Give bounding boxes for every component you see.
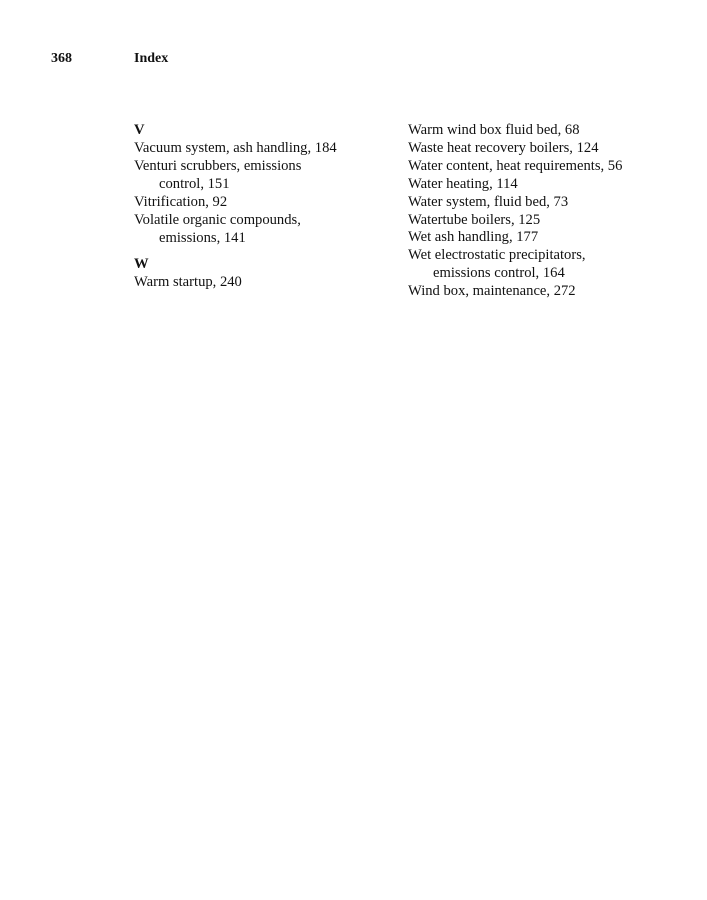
entry-text: Vitrification, 92 — [134, 193, 228, 210]
index-column-right — [408, 122, 688, 301]
entry-text: Warm startup, 240 — [134, 274, 242, 291]
running-title: Index — [134, 51, 169, 66]
index-entry — [408, 212, 688, 230]
entry-text: Waste heat recovery boilers, 124 — [408, 139, 599, 156]
entry-text: Wet ash handling, 177 — [408, 229, 539, 246]
entry-text: Water content, heat requirements, 56 — [408, 157, 623, 174]
entry-text: Warm wind box fluid bed, 68 — [408, 122, 580, 138]
entry-continuation: control, 151 — [159, 175, 230, 192]
index-entry — [408, 229, 688, 247]
index-entry — [408, 176, 688, 194]
index-column-left — [134, 122, 384, 292]
index-entry — [408, 158, 688, 176]
index-entry — [408, 122, 688, 140]
index-entry — [408, 194, 688, 212]
index-entry — [408, 140, 688, 158]
section-heading-w: W — [134, 256, 149, 273]
index-entry — [134, 274, 384, 292]
entry-text: Volatile organic compounds, — [134, 211, 301, 228]
index-entry — [134, 158, 384, 194]
index-entry — [408, 247, 688, 283]
entry-continuation: emissions control, 164 — [433, 265, 565, 282]
entry-text: Water system, fluid bed, 73 — [408, 193, 569, 210]
index-entry — [134, 140, 384, 158]
index-entry — [134, 194, 384, 212]
entry-text: Vacuum system, ash handling, 184 — [134, 140, 337, 156]
entry-text: Wind box, maintenance, 272 — [408, 283, 576, 300]
index-entry — [408, 283, 688, 301]
entry-text: Water heating, 114 — [408, 175, 518, 192]
entry-text: Wet electrostatic precipitators, — [408, 247, 586, 264]
entry-text: Watertube boilers, 125 — [408, 211, 541, 228]
entry-text: Venturi scrubbers, emissions — [134, 157, 302, 174]
page-number: 368 — [51, 51, 72, 66]
index-entry — [134, 212, 384, 248]
section-heading-v: V — [134, 122, 145, 138]
entry-continuation: emissions, 141 — [159, 229, 246, 246]
